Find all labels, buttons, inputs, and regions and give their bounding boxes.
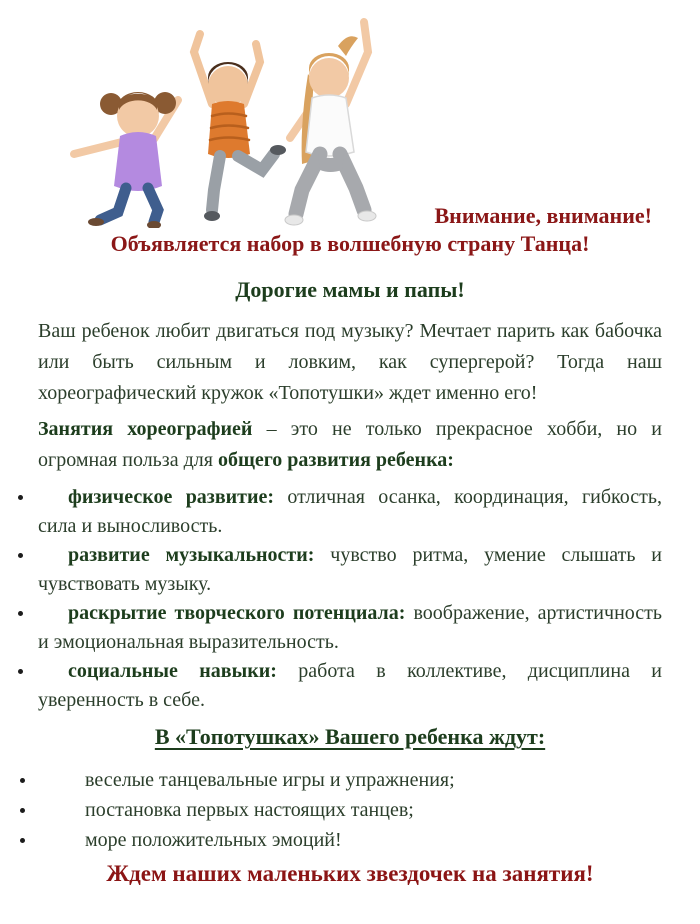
announcement-heading: Объявляется набор в волшебную страну Танца!: [110, 231, 590, 256]
list-item: [38, 825, 662, 855]
header-band: [0, 0, 700, 228]
benefit-term: физическое развитие:: [68, 486, 275, 508]
children-photo-illustration: [62, 4, 394, 228]
benefit-term: социальные навыки:: [68, 660, 277, 682]
expectations-list: [0, 765, 700, 855]
attention-heading: Внимание, внимание!: [434, 203, 652, 228]
benefit-term: раскрытие творческого потенциала:: [68, 602, 406, 624]
bullet-dot: [18, 495, 23, 500]
benefit-desc: чувство ритма, умение слышать и чувствовать музыку.: [38, 544, 663, 595]
benefits-list: [0, 483, 700, 715]
girl-right: [285, 22, 376, 225]
boy-middle: [194, 34, 286, 221]
greeting-heading: Дорогие мамы и папы!: [235, 277, 465, 302]
girl-left: [74, 92, 178, 228]
expectation-text: море положительных эмоций!: [85, 829, 342, 851]
benefits-intro-lead: Занятия хореографией: [38, 418, 253, 440]
benefit-desc: работа в коллективе, дисциплина и уверенность в себе.: [38, 660, 662, 711]
list-item: [38, 795, 662, 825]
bullet-dot: [20, 778, 25, 783]
expectation-text: постановка первых настоящих танцев;: [85, 799, 414, 821]
expectations-heading: В «Топотушках» Вашего ребенка ждут:: [154, 724, 546, 749]
children-photo: [62, 4, 394, 228]
list-item: [38, 657, 662, 715]
list-item: [38, 541, 662, 599]
list-item: [38, 483, 662, 541]
list-item: [38, 599, 662, 657]
bullet-dot: [18, 669, 23, 674]
bullet-dot: [20, 838, 25, 843]
list-item: [38, 765, 662, 795]
expectation-text: веселые танцевальные игры и упражнения;: [85, 769, 455, 791]
bullet-dot: [18, 611, 23, 616]
closing-heading: Ждем наших маленьких звездочек на занятия!: [106, 861, 594, 886]
benefits-intro-paragraph: [38, 414, 662, 476]
benefit-desc: отличная осанка, координация, гибкость, сила и выносливость.: [38, 486, 662, 537]
bullet-dot: [20, 808, 25, 813]
benefits-intro-tail: общего развития ребенка:: [217, 449, 454, 471]
intro-paragraph: Ваш ребенок любит двигаться под музыку? Мечтает парить как бабочка или быть сильным и ловким, как супергерой? Тогда наш хореографический кружок «Топотушки» ждет именно его!: [38, 320, 662, 404]
benefit-desc: воображение, артистичность и эмоциональная выразительность.: [38, 602, 663, 653]
benefit-term: развитие музыкальности:: [68, 544, 315, 566]
bullet-dot: [18, 553, 23, 558]
benefits-intro-middle: – это не только прекрасное хобби, но и огромная польза для: [38, 418, 663, 471]
